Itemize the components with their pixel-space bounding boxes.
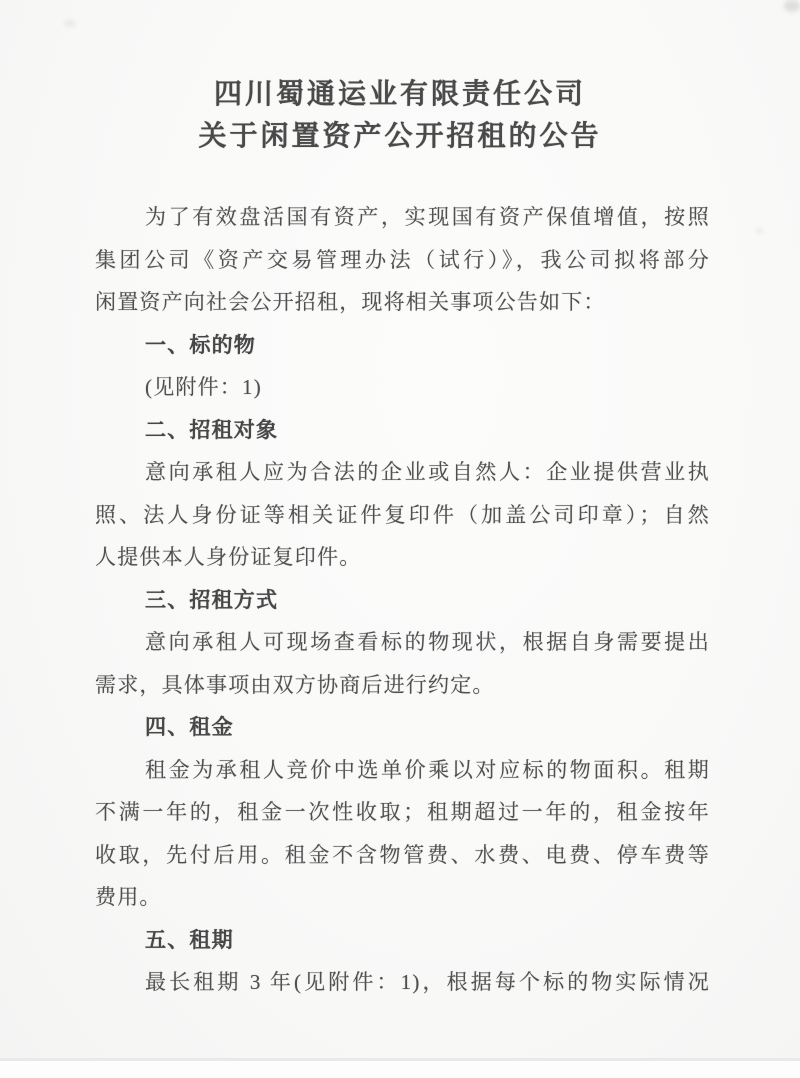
- document-body: [0, 196, 800, 1004]
- paragraph-intro-line-1: 为了有效盘活国有资产，实现国有资产保值增值，按照: [145, 205, 710, 229]
- paragraph-lessees-line-3: 人提供本人身份证复印件。: [95, 545, 362, 569]
- paragraph-lessees-line-1: 意向承租人应为合法的企业或自然人：企业提供营业执: [145, 460, 710, 484]
- paragraph-lessees-line-2: 照、法人身份证等相关证件复印件（加盖公司印章）；自然: [95, 502, 710, 527]
- document-title-line-2: 关于闲置资产公开招租的公告: [198, 121, 602, 152]
- paragraph-rent-line-3: 收取，先付后用。租金不含物管费、水费、电费、停车费等: [95, 842, 710, 867]
- section-heading-2-lessees: 二、招租对象: [145, 417, 279, 442]
- section-heading-3-method: 三、招租方式: [145, 587, 279, 612]
- paragraph-method-line-1: 意向承租人可现场查看标的物现状，根据自身需要提出: [145, 630, 710, 654]
- paragraph-intro-line-2: 集团公司《资产交易管理办法（试行）》，我公司拟将部分: [95, 247, 710, 272]
- section-heading-5-lease-term: 五、租期: [145, 927, 234, 952]
- paragraph-method-line-2: 需求，具体事项由双方协商后进行约定。: [95, 672, 495, 697]
- section-heading-1-subject: 一、标的物: [145, 332, 256, 357]
- document-title-line-1: 四川蜀通运业有限责任公司: [213, 79, 586, 110]
- paragraph-rent-line-4: 费用。: [95, 885, 162, 909]
- paragraph-lease-term-line-1: 最长租期 3 年(见附件：1)，根据每个标的物实际情况: [145, 970, 710, 994]
- section-heading-4-rent: 四、租金: [145, 715, 234, 739]
- paragraph-rent-line-1: 租金为承租人竞价中选单价乘以对应标的物面积。租期: [145, 757, 710, 782]
- scan-page-edge-strip: [0, 1061, 800, 1078]
- paragraph-rent-line-2: 不满一年的，租金一次性收取；租期超过一年的，租金按年: [95, 800, 710, 824]
- paragraph-intro-line-3: 闲置资产向社会公开招租，现将相关事项公告如下：: [95, 290, 606, 314]
- document-title: [0, 0, 800, 158]
- attachment-reference: (见附件：1): [145, 375, 262, 399]
